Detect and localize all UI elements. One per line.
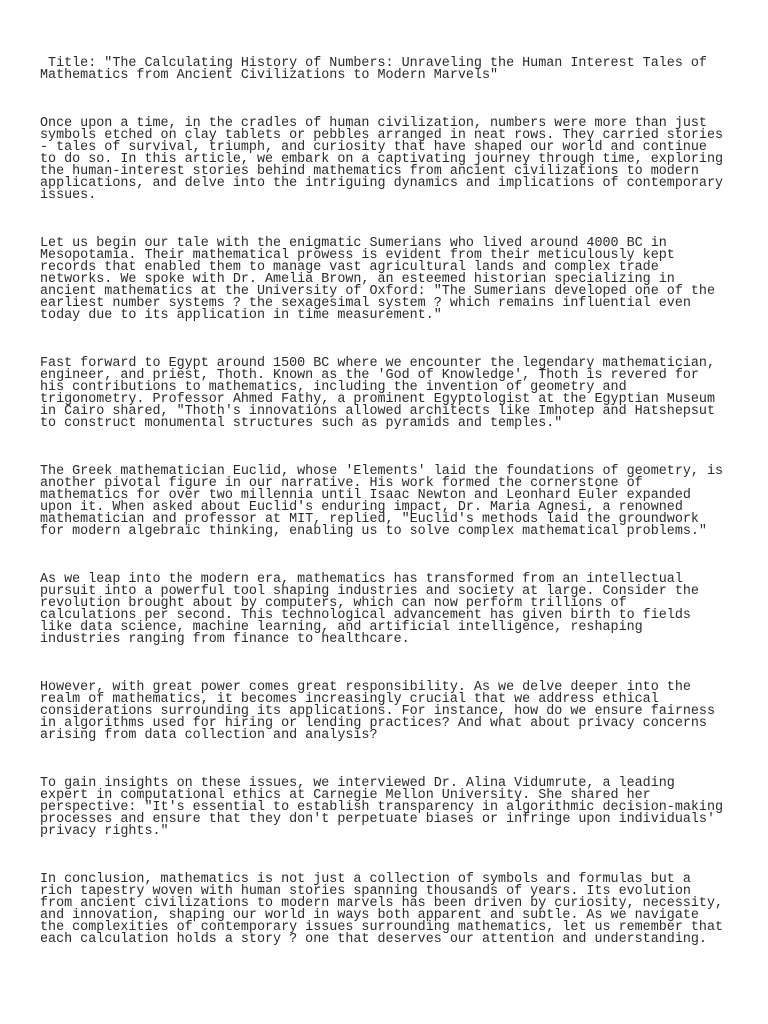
paragraph-7: To gain insights on these issues, we interviewed Dr. Alina Vidumrute, a leading expert in computational ethics at Carnegie Mellon University. She shared her perspective: "It's essential to establish transparency in algorithmic decision-making processes and ensure that they don't perpetuate biases or infringe upon individuals' privacy rights.": [40, 776, 724, 839]
paragraph-6: However, with great power comes great responsibility. As we delve deeper into the realm of mathematics, it becomes increasingly crucial that we address ethical considerations surrounding its applications. For instance, how do we ensure fairness in algorithms used for hiring or lending practices? And what about privacy concerns arising from data collection and analysis?: [40, 680, 715, 743]
document-title: Title: "The Calculating History of Numbers: Unraveling the Human Interest Tales of Mathematics from Ancient Civilizations to Modern Marvels": [40, 56, 707, 83]
paragraph-4: The Greek mathematician Euclid, whose 'Elements' laid the foundations of geometry, is another pivotal figure in our narrative. His work formed the cornerstone of mathematics for over two millennia until Isaac Newton and Leonhard Euler expanded upon it. When asked about Euclid's enduring impact, Dr. Maria Agnesi, a renowned mathematician and professor at MIT, replied, "Euclid's methods laid the groundwork for modern algebraic thinking, enabling us to solve complex mathematical problems.": [40, 464, 724, 539]
paragraph-5: As we leap into the modern era, mathematics has transformed from an intellectual pursuit into a powerful tool shaping industries and society at large. Consider the revolution brought about by computers, which can now perform trillions of calculations per second. This technological advancement has given birth to fields like data science, machine learning, and artificial intelligence, reshaping industries ranging from finance to healthcare.: [40, 572, 699, 647]
paragraph-1: Once upon a time, in the cradles of human civilization, numbers were more than just symbols etched on clay tablets or pebbles arranged in neat rows. They carried stories - tales of survival, triumph, and curiosity that have shaped our world and continue to do so. In this article, we embark on a captivating journey through time, exploring the human-interest stories behind mathematics from ancient civilizations to modern applications, and delve into the intriguing dynamics and implications of contemporary issues.: [40, 116, 724, 203]
paragraph-3: Fast forward to Egypt around 1500 BC where we encounter the legendary mathematician, engineer, and priest, Thoth. Known as the 'God of Knowledge', Thoth is revered for his contributions to mathematics, including the invention of geometry and trigonometry. Professor Ahmed Fathy, a prominent Egyptologist at the Egyptian Museum in Cairo shared, "Thoth's innovations allowed architects like Imhotep and Hatshepsut to construct monumental structures such as pyramids and temples.": [40, 356, 715, 431]
document-body: [40, 34, 740, 970]
paragraph-2: Let us begin our tale with the enigmatic Sumerians who lived around 4000 BC in Mesopotamia. Their mathematical prowess is evident from their meticulously kept records that enabled them to manage vast agricultural lands and complex trade networks. We spoke with Dr. Amelia Brown, an esteemed historian specializing in ancient mathematics at the University of Oxford: "The Sumerians developed one of the earliest number systems ? the sexagesimal system ? which remains influential even today due to its application in time measurement.": [40, 236, 715, 323]
paragraph-8: In conclusion, mathematics is not just a collection of symbols and formulas but a rich tapestry woven with human stories spanning thousands of years. Its evolution from ancient civilizations to modern marvels has been driven by curiosity, necessity, and innovation, shaping our world in ways both apparent and subtle. As we navigate the complexities of contemporary issues surrounding mathematics, let us remember that each calculation holds a story ? one that deserves our attention and understanding.: [40, 872, 724, 947]
